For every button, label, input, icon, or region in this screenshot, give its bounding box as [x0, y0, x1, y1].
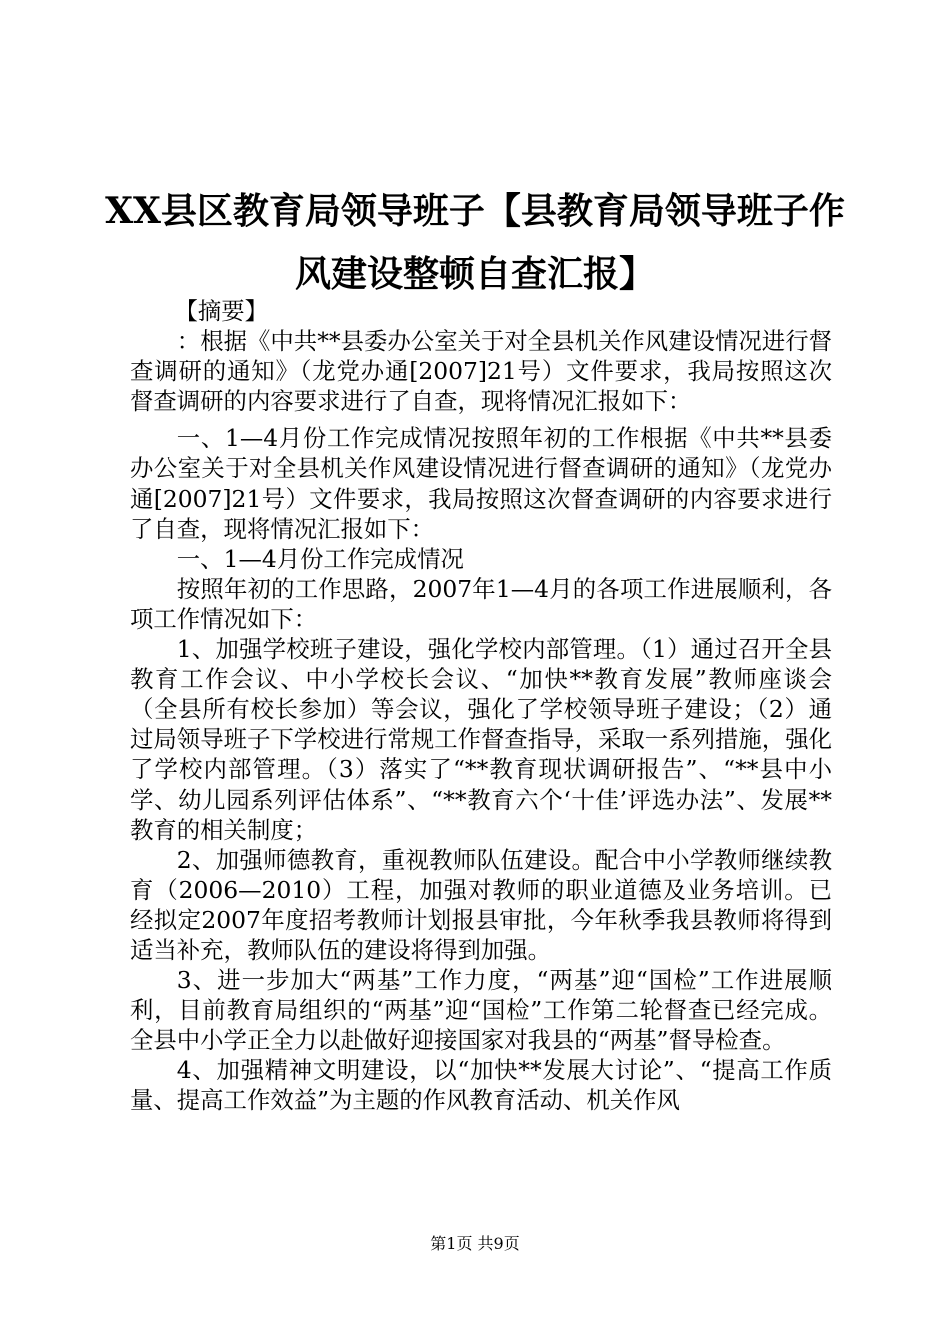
body-paragraph-item-3: 3、进一步加大“两基”工作力度，“两基”迎“国检”工作进展顺利，目前教育局组织的“两基”迎“国检”工作第二轮督查已经完成。全县中小学正全力以赴做好迎接国家对我县的“两基”督导检查。 — [130, 966, 832, 1055]
body-paragraph-item-4: 4、加强精神文明建设，以“加快**发展大讨论”、“提高工作质量、提高工作效益”为主题的作风教育活动、机关作风 — [130, 1056, 832, 1115]
body-paragraph-item-2: 2、加强师德教育，重视教师队伍建设。配合中小学教师继续教育（2006—2010）工程，加强对教师的职业道德及业务培训。已经拟定2007年度招考教师计划报县审批，今年秋季我县教师将得到适当补充，教师队伍的建设将得到加强。 — [130, 845, 832, 964]
document-body — [130, 296, 832, 1116]
page-indicator: 第1页 共9页 — [430, 1234, 520, 1253]
body-paragraph-overview: 按照年初的工作思路，2007年1—4月的各项工作进展顺利，各项工作情况如下： — [130, 574, 832, 633]
page-footer — [0, 1234, 950, 1254]
abstract-paragraph: ：根据《中共**县委办公室关于对全县机关作风建设情况进行督查调研的通知》（龙党办通[2007]21号）文件要求，我局按照这次督查调研的内容要求进行了自查，现将情况汇报如下： — [130, 327, 832, 416]
body-paragraph-item-1: 1、加强学校班子建设，强化学校内部管理。（1）通过召开全县教育工作会议、中小学校长会议、“加快**教育发展”教师座谈会（全县所有校长参加）等会议，强化了学校领导班子建设；（2）通过局领导班子下学校进行常规工作督查指导，采取一系列措施，强化了学校内部管理。（3）落实了“**教育现状调研报告”、“**县中小学、幼儿园系列评估体系”、“**教育六个‘十佳’评选办法”、发展**教育的相关制度； — [130, 635, 832, 844]
abstract-label: 【摘要】 — [174, 297, 269, 325]
body-paragraph-section-intro: 一、1—4月份工作完成情况按照年初的工作根据《中共**县委办公室关于对全县机关作风建设情况进行督查调研的通知》（龙党办通[2007]21号）文件要求，我局按照这次督查调研的内容要求进行了自查，现将情况汇报如下： — [130, 424, 832, 543]
document-title: XX县区教育局领导班子【县教育局领导班子作风建设整顿自查汇报】 — [105, 190, 845, 295]
section-heading-1: 一、1—4月份工作完成情况 — [176, 544, 464, 573]
